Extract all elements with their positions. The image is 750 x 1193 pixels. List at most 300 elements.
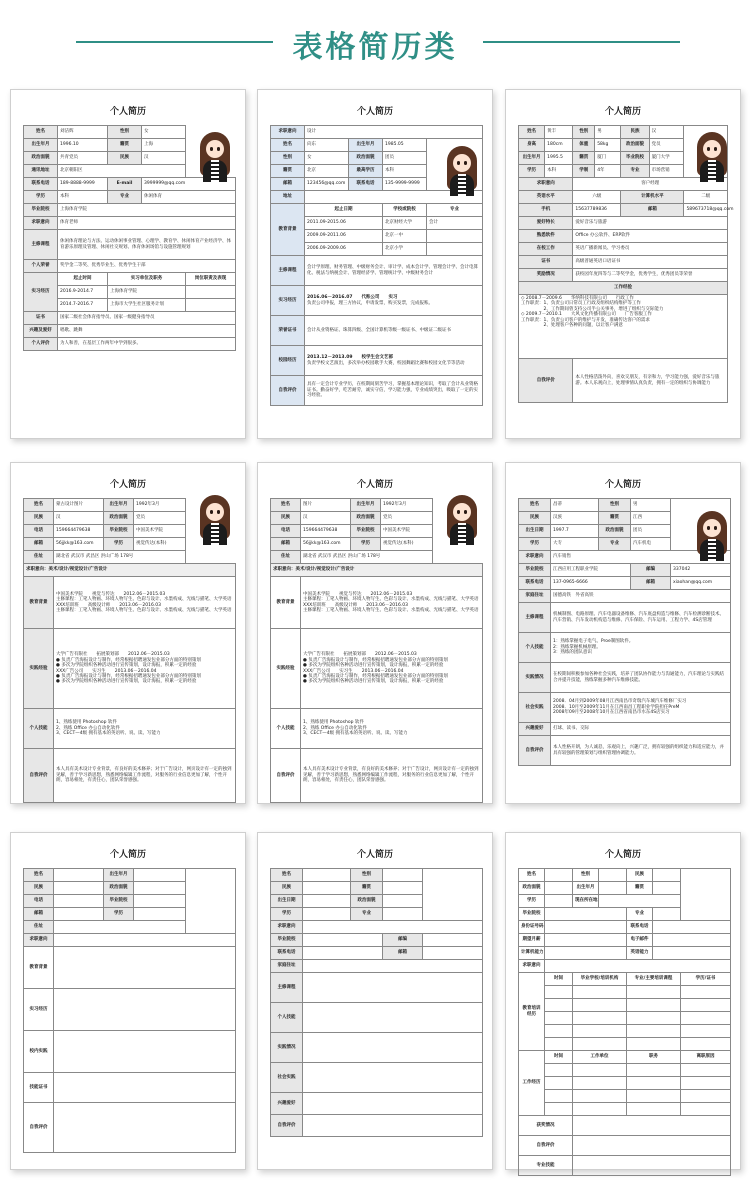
table-cell: 个人技能 [519, 633, 551, 663]
table-cell: 邮编 [383, 934, 423, 947]
table-cell: 邮箱 [383, 947, 423, 960]
table-cell: 求职意向 [519, 960, 545, 973]
table-cell: 姓名 [519, 869, 545, 882]
resume-card-9[interactable] [505, 832, 741, 1170]
table-cell: Office 办公软件、ERP软件 [573, 230, 728, 243]
table-cell: 身高 [519, 139, 545, 152]
table-cell: 教育背景 [24, 577, 54, 629]
table-cell: 在校工作 [519, 243, 573, 256]
table-cell-empty [303, 1003, 483, 1033]
table-cell: 性别 [573, 126, 595, 139]
table-cell: 汉族 [551, 512, 599, 525]
table-cell: 159664479638 [54, 525, 104, 538]
table-cell: 1：熟练掌握电子电气、Proe制图软件。 2：熟练掌握机械原理。 3：熟练的团队意识 [551, 633, 731, 663]
table-cell: 住址 [271, 551, 301, 564]
table-cell: 1985.05 [383, 139, 427, 152]
table-cell: 学历 [519, 165, 545, 178]
table-cell: 姓名 [271, 869, 303, 882]
table-cell-empty [573, 1136, 731, 1156]
table-cell: 兴趣及爱好 [24, 325, 58, 338]
table-cell: 出生日期 [519, 525, 551, 538]
table-cell: 毕业学校/培训机构 [573, 973, 627, 986]
table-cell: 政治面貌 [349, 152, 383, 165]
table-cell: 专业 [427, 204, 483, 217]
table-cell: 党员 [381, 512, 433, 525]
table-cell: 休闲体育 [142, 191, 236, 204]
table-cell-empty [303, 869, 351, 882]
table-cell: 熟悉软件 [519, 230, 573, 243]
table-cell: 政治面貌 [351, 895, 383, 908]
table-cell-empty [545, 895, 573, 908]
banner-line-right [483, 41, 680, 43]
table-cell: 最高学历 [349, 165, 383, 178]
table-cell: 个人荣誉 [24, 260, 58, 273]
table-cell: 2016.9-2014.7 [58, 286, 108, 299]
avatar [694, 507, 730, 561]
table-cell-empty [545, 999, 573, 1012]
table-cell: 出生年月 [104, 869, 134, 882]
table-cell: 机械制图、电路原理、汽车电器设备维修、汽车底盘构造与维修、汽车检测诊断技术、汽车营销、汽车发动机构造与维修、汽车保险、汽车运用、工程力学、4S店管理 [551, 603, 731, 633]
table-cell: 求职意向 [271, 126, 305, 139]
table-cell: 专业 [599, 538, 631, 551]
table-cell: 计算机水平 [621, 191, 684, 204]
table-cell-empty [627, 1077, 681, 1090]
banner-title: 表格简历类 [292, 30, 458, 65]
table-cell-empty [545, 934, 627, 947]
table-cell: 二级 [684, 191, 728, 204]
table-cell: 个人技能 [24, 709, 54, 749]
table-cell-empty [303, 947, 383, 960]
table-cell: 性别 [271, 152, 305, 165]
table-cell-empty [573, 1090, 627, 1103]
table-cell: 江西 [631, 512, 671, 525]
table-cell-empty [54, 947, 236, 989]
table-cell: 住址 [24, 921, 54, 934]
table-cell: 姓名 [519, 499, 551, 512]
table-cell: 实习经历 [24, 273, 58, 312]
table-cell: 上海市大学生社区服务计划 [108, 299, 186, 312]
table-cell: 高级普通英语口语证书 [573, 256, 728, 269]
table-cell: 中国美术学院 [381, 525, 433, 538]
table-cell: 教育培训经历 [519, 973, 545, 1051]
table-cell: 兴趣爱好 [271, 1093, 303, 1115]
table-cell-empty [627, 1025, 681, 1038]
table-cell-empty [303, 973, 483, 1003]
table-cell: 56jjkk@163.com [54, 538, 104, 551]
table-cell: 民族 [519, 512, 551, 525]
table-cell-empty [303, 908, 351, 921]
table-cell: 本科 [58, 191, 108, 204]
table-cell: 英语能力 [627, 947, 653, 960]
table-cell: 湖北省 武汉市 武昌区 洪山广场 178号 [54, 551, 186, 564]
table-cell: 党员 [134, 512, 186, 525]
table-cell: 邮箱 [631, 577, 671, 590]
table-cell: 联系电话 [24, 178, 58, 191]
table-cell: 在校期间积极参加各种社会实践，培养了团队协作能力与沟通能力，汽车理论与实践结合并提升技能，熟练掌握多种汽车维修技能。 [551, 663, 731, 693]
avatar [197, 491, 233, 545]
table-cell: 性别 [108, 126, 142, 139]
table-cell: 本人具有美术设计专业背景，有良好的美术修养；对于广告设计，网页设计有一定的独到见解，善于学习新思想，熟悉网络编辑工作流程，对服务的行业信息更加了解，个性开朗，容易相处，有责任心，团队荣誉感强。 [54, 749, 236, 803]
table-cell-empty [599, 869, 627, 882]
resume-card-3[interactable] [505, 89, 741, 439]
table-cell-empty [54, 882, 104, 895]
table-cell: 实践经验 [24, 629, 54, 709]
resume-card-1[interactable] [10, 89, 246, 439]
resume-title: 个人简历 [356, 850, 393, 860]
table-cell: 出生年月 [573, 882, 599, 895]
table-cell: 爱好特长 [519, 217, 573, 230]
table-cell: 个人评价 [24, 338, 58, 351]
resume-card-8[interactable] [257, 832, 493, 1170]
table-cell: 会计从业资格证、珠算四级、全国计算机等级一级证书、中级证二级证书 [305, 316, 483, 346]
table-cell: 实践情况 [271, 1033, 303, 1063]
table-cell: 性别 [573, 869, 599, 882]
table-cell: 出生日期 [271, 895, 303, 908]
table-cell: 英语广播新闻员、学习委员 [573, 243, 728, 256]
table-cell: 求职意向 [24, 934, 54, 947]
resume-title: 个人简历 [356, 107, 393, 117]
table-cell: 大专 [551, 538, 599, 551]
table-cell: 男 [595, 126, 621, 139]
table-cell: 工作经历 [519, 1051, 545, 1116]
table-cell-empty [627, 1103, 681, 1116]
table-cell: 籍贯 [271, 165, 305, 178]
table-cell-empty [134, 895, 186, 908]
table-cell: 联系电话 [349, 178, 383, 191]
table-cell: 联系电话 [519, 577, 551, 590]
table-cell: 教育背景 [24, 947, 54, 989]
resume-card-5[interactable] [257, 462, 493, 804]
table-cell: 本人性格活泼外向，喜欢交朋友，有亲和力，学习能力强，爱好音乐与旅游。本人乐观向上，处理事情认真负责，拥有一定的组织与协调能力 [573, 359, 728, 403]
table-cell: 汉 [649, 126, 684, 139]
table-cell: 实习经历 [271, 286, 305, 316]
table-cell: 期望月薪 [519, 934, 545, 947]
table-cell: 荣誉证书 [271, 316, 305, 346]
table-cell-empty [573, 1116, 731, 1136]
table-cell-empty [303, 1063, 483, 1093]
resume-title: 个人简历 [604, 107, 641, 117]
table-cell: 视觉传达(本科) [381, 538, 433, 551]
table-cell-empty [545, 921, 627, 934]
table-cell-empty [423, 869, 483, 921]
table-cell: 北京一中 [383, 230, 427, 243]
table-cell: 具有一定会计专业学历，在校期间刻苦学习，掌握基本理论知识，考取了会计从业资格证书。勤奋好学，吃苦耐劳，诚实守信，学习能力强，专业成绩突出，吸取了一定的实习经验。 [305, 376, 483, 406]
table-cell-empty [545, 1012, 573, 1025]
table-cell: 民族 [271, 882, 303, 895]
table-cell: 设计 [305, 126, 483, 139]
table-cell-empty [573, 999, 627, 1012]
table-cell: 159664479638 [301, 525, 351, 538]
table-cell: 黄丰 [545, 126, 573, 139]
table-cell-empty [599, 882, 627, 895]
table-cell: 求职意向 [519, 178, 573, 191]
resume-title: 个人简历 [356, 480, 393, 490]
table-cell: 厦门大学 [649, 152, 684, 165]
table-cell: 毕业院校 [519, 564, 551, 577]
table-cell: 自我评价 [271, 749, 301, 803]
table-cell: 邮箱 [24, 538, 54, 551]
table-cell: 姓名 [24, 869, 54, 882]
table-cell-empty [303, 1115, 483, 1137]
table-cell: 实习经历 [24, 989, 54, 1031]
table-cell-empty [54, 1073, 236, 1103]
table-cell: 休闲体育理论与方法、运动休闲事业管理、心理学、教育学、休闲体育产业经济学、体育游乐原理及管理、休闲社交规划、体育休闲场馆与设施管理规划 [58, 230, 236, 260]
table-cell: 起止时间 [58, 273, 108, 286]
table-cell: 昌蒂 [551, 499, 599, 512]
table-cell-empty [573, 1025, 627, 1038]
table-cell: 时间 [545, 973, 573, 986]
table-cell: 自我评价 [24, 1103, 54, 1153]
resume-title: 个人简历 [604, 850, 641, 860]
table-cell: 出生年月 [104, 499, 134, 512]
table-cell: 工作经验 [519, 282, 728, 295]
table-cell-empty [627, 1012, 681, 1025]
table-cell: 地址 [271, 191, 305, 204]
table-cell: ◇ 2008.7－2009.6 华纳科技有限公司 行政工作 工作职责：1、负责公司日常员工行政及组织结构维护等工作 2、工作期间曾支持公司半公关事务，增进了组织与交际能力 ◇ 2009.7－2010.1 大风文化传播有限公司 广告客服工作 工作职责：1、负责公司客户的维护与开发，准确传达客户的需求 2、处理客户各种的问题，以让客户满意 [519, 295, 728, 359]
table-cell: 现在所在地 [573, 895, 599, 908]
table-cell: 会计 [427, 217, 483, 230]
table-cell: 国家二级社会体育指导员、国家一级健身指导员 [58, 312, 236, 325]
table-cell-empty [545, 1077, 573, 1090]
table-cell: 专业 [627, 908, 653, 921]
table-cell-empty [573, 1038, 627, 1051]
table-cell-empty [599, 895, 681, 908]
table-cell-empty [653, 921, 731, 934]
table-cell: 姓名 [24, 126, 58, 139]
table-cell: 2008．04月到2009年08月江西南昌市奇瑞汽车城汽车维修厂实习 2008．10月至2009年11月在江西南昌工程职业学院担任PreM 2008年09月至2008年10月在江西省南昌市水东4S店实习 [551, 693, 731, 723]
table-cell: 实习单位及职务 [108, 273, 186, 286]
table-cell-empty [54, 1031, 236, 1073]
table-cell: 实践经验 [271, 629, 301, 709]
table-cell-empty [186, 299, 236, 312]
table-cell: xiaohan@qq.com [671, 577, 731, 590]
table-cell: 通讯地址 [24, 165, 58, 178]
table-cell-empty [681, 1025, 731, 1038]
table-cell: 毕业院校 [271, 934, 303, 947]
resume-card-4[interactable] [10, 462, 246, 804]
table-cell: 兴趣爱好 [519, 723, 551, 736]
table-cell: 蒙古设计图片 [54, 499, 104, 512]
table-cell: 毕业院校 [104, 525, 134, 538]
table-cell: 学历 [104, 908, 134, 921]
table-cell: 专业技能 [519, 1156, 573, 1176]
table-cell-empty [681, 1064, 731, 1077]
table-cell [427, 243, 483, 256]
table-cell-empty [134, 882, 186, 895]
resume-title: 个人简历 [109, 480, 146, 490]
table-cell: 实践情况 [519, 663, 551, 693]
table-cell: 学历 [519, 895, 545, 908]
table-cell-empty [653, 869, 681, 882]
table-cell: 中国美术学院 视觉与传达 2012.06－2015.03 主修课程：工笔人物画、环境人物写生、色彩与设计、水墨构成、光线与描笔、大学英语 XXX培训班 高级设计师 2013.06－2016.03 主修课程：工笔人物画、环境人物写生、色彩与设计、水墨构成、光线与描笔、大学英语 [54, 577, 236, 629]
table-cell: 汉 [142, 152, 186, 165]
table-cell: 时间 [545, 1051, 573, 1064]
resume-card-7[interactable] [10, 832, 246, 1170]
table-cell: 教育背景 [271, 577, 301, 629]
table-cell: 视觉传达(本科) [134, 538, 186, 551]
table-cell-empty [383, 882, 423, 895]
table-cell: 589673718@qq.com [684, 204, 728, 217]
table-cell-empty [681, 1077, 731, 1090]
table-cell-empty [681, 999, 731, 1012]
resume-card-6[interactable] [505, 462, 741, 804]
table-cell: 会计学原理、财务管理、中级财务会计、审计学、成本会计学、管理会计学、会计电算化、税法与纳税会计、管理经济学、管理统计学、中级财务会计 [305, 256, 483, 286]
table-cell: 唱歌、跳舞 [58, 325, 236, 338]
table-cell: 自我评价 [519, 736, 551, 766]
table-cell: 国德高铁 外省高铁 [551, 590, 731, 603]
table-cell: 姓名 [271, 499, 301, 512]
table-cell: 学历 [271, 908, 303, 921]
table-cell: 女 [305, 152, 349, 165]
table-cell-empty [681, 1012, 731, 1025]
table-cell-empty [627, 1064, 681, 1077]
table-cell: 1995.5 [545, 152, 573, 165]
table-cell-empty [303, 960, 483, 973]
table-cell: 获校园年度四等与二等奖学金，优秀学生，优秀团员等荣誉 [573, 269, 728, 282]
table-cell: 毕业院校 [621, 152, 649, 165]
table-cell: 个人技能 [271, 1003, 303, 1033]
table-cell: 1996.10 [58, 139, 108, 152]
table-cell: 专业 [351, 908, 383, 921]
table-cell: 汽车机电 [631, 538, 671, 551]
table-cell: 为人和善，在基层工作两年中学到很多。 [58, 338, 236, 351]
table-cell: 政治面貌 [599, 525, 631, 538]
table-cell: 汉 [54, 512, 104, 525]
table-cell: 出生年月 [351, 499, 381, 512]
table-cell: 求职意向：美术/设计/视觉设计/广告设计 [24, 564, 236, 577]
table-cell-empty [54, 1103, 236, 1153]
table-cell: 求职意向 [271, 921, 303, 934]
table-cell-empty [627, 1038, 681, 1051]
table-cell: 本科 [545, 165, 573, 178]
table-cell: 上海体育学院 [58, 204, 236, 217]
table-cell: 毕业院校 [24, 204, 58, 217]
table-cell: 137-0965-6666 [551, 577, 631, 590]
table-cell: 党员 [649, 139, 684, 152]
table-cell: 打球、读书、交际 [551, 723, 731, 736]
table-cell-empty [545, 882, 573, 895]
table-cell-empty [303, 895, 351, 908]
avatar [197, 128, 233, 182]
table-cell: 自我评价 [519, 1136, 573, 1156]
table-cell: 邮编 [631, 564, 671, 577]
table-cell: 自我评价 [24, 749, 54, 803]
table-cell-empty [54, 908, 104, 921]
table-cell: 4年 [595, 165, 621, 178]
table-cell: 毕业院校 [519, 908, 545, 921]
table-cell: 六级 [573, 191, 621, 204]
table-cell: 校园经历 [271, 346, 305, 376]
table-cell: 性别 [599, 499, 631, 512]
table-cell: 北京朝阳区 [58, 165, 186, 178]
table-cell: 中国美术学院 视觉与传达 2012.06－2015.03 主修课程：工笔人物画、环境人物写生、色彩与设计、水墨构成、光线与描笔、大学英语 XXX培训班 高级设计师 2013.06－2016.03 主修课程：工笔人物画、环境人物写生、色彩与设计、水墨构成、光线与描笔、大学英语 [301, 577, 483, 629]
table-cell: 英语水平 [519, 191, 573, 204]
table-cell: 求职意向：美术/设计/视觉设计/广告设计 [271, 564, 483, 577]
table-cell: 个人技能 [271, 709, 301, 749]
table-cell-empty [545, 869, 573, 882]
table-cell-empty [303, 934, 383, 947]
table-cell: 民族 [24, 512, 54, 525]
table-cell: 姓名 [519, 126, 545, 139]
table-cell: 北京小学 [383, 243, 427, 256]
resume-card-2[interactable] [257, 89, 493, 439]
table-cell: 籍贯 [351, 882, 383, 895]
table-cell: 民族 [271, 512, 301, 525]
table-cell-empty [54, 989, 236, 1031]
table-cell-empty [54, 921, 186, 934]
resume-title: 个人简历 [604, 480, 641, 490]
table-cell: 上海体育学院 [108, 286, 186, 299]
avatar [444, 491, 480, 545]
table-cell: 337042 [671, 564, 731, 577]
table-cell: 大学广告有限社 拓展策划部 2012.06－2015.03 ● 负责广告海报设计与制作，经常根据招聘通发包业部分方面的特别策划 ● 多次为学院组织各种活动进行宣传策划，设计海报，积累一定的经验 XXX广告公司 实习生 2013.06－2016.04 ● 负责广告海报设计与制作，经常根据招聘通发包业部分方面的特别策划 ● 多次为学院组织各种活动进行宣传策划，设计海报，积累一定的经验 [301, 629, 483, 709]
table-cell-empty [545, 947, 627, 960]
table-cell: 证书 [24, 312, 58, 325]
table-cell: 社会实践 [271, 1063, 303, 1093]
table-cell: 学历/证书 [681, 973, 731, 986]
table-cell: 刘洁辉 [58, 126, 108, 139]
table-cell: 学制 [573, 165, 595, 178]
table-cell-empty [383, 908, 423, 921]
table-cell: 专业/主要培训课程 [627, 973, 681, 986]
table-cell: 政治面貌 [519, 882, 545, 895]
table-cell-empty [545, 986, 573, 999]
table-cell-empty [573, 1156, 731, 1176]
table-cell: 求职意向 [519, 551, 551, 564]
table-cell: 民族 [24, 882, 54, 895]
table-cell-empty [545, 1064, 573, 1077]
table-cell-empty [423, 934, 483, 947]
table-cell-empty [54, 869, 104, 882]
table-cell-empty [627, 986, 681, 999]
table-cell-empty [545, 908, 627, 921]
table-cell: 自我评价 [271, 1115, 303, 1137]
table-cell: 1997.7 [551, 525, 599, 538]
table-cell-empty [573, 1064, 627, 1077]
table-cell: 家庭住址 [519, 590, 551, 603]
table-cell: 邮箱 [24, 908, 54, 921]
table-cell: 出生年月 [519, 152, 545, 165]
table-cell: 政治面貌 [104, 512, 134, 525]
table-cell-empty [653, 934, 731, 947]
table-cell: 本人具有美术设计专业背景，有良好的美术修养；对于广告设计，网页设计有一定的独到见解，善于学习新思想，熟悉网络编辑工作流程，对服务的行业信息更加了解，个性开朗，容易相处，有责任心，团队荣誉感强。 [301, 749, 483, 803]
table-cell: 汉 [301, 512, 351, 525]
table-cell: 体育老师 [58, 217, 236, 230]
table-cell: 奖学金二等奖、优秀毕业生、优秀学生干部 [58, 260, 236, 273]
table-cell: 市场营销 [649, 165, 684, 178]
table-cell: 奖励情况 [519, 269, 573, 282]
table-cell: 本人性格开朗，为人诚恳，乐观向上，兴趣广泛，拥有较强的组织能力和适应能力，并具有较强的管理策划与组织管理协调能力。 [551, 736, 731, 766]
table-cell: 123456@qq.com [305, 178, 349, 191]
resume-title: 个人简历 [109, 850, 146, 860]
table-cell: 团员 [383, 152, 427, 165]
table-cell: 邮箱 [271, 178, 305, 191]
table-cell: 自我评价 [519, 359, 573, 403]
table-cell-empty [681, 1038, 731, 1051]
table-cell: 政治面貌 [351, 512, 381, 525]
table-cell-empty [383, 869, 423, 882]
table-cell: 图片 [301, 499, 351, 512]
table-cell: 负责学校文艺演出，多次举办校园歌手大赛，校园舞蹈比赛和校园文化节等活动 [307, 360, 465, 366]
table-cell: 出生年月 [24, 139, 58, 152]
table-cell: 团员 [631, 525, 671, 538]
table-cell: 学校或院校 [383, 204, 427, 217]
table-cell-empty [573, 1012, 627, 1025]
table-cell: 1、熟练使用 Photoshop 软件 2、熟练 Office 办公自动化软件 3、CECT—4级 拥有基本的英语听、说、读、写能力 [54, 709, 236, 749]
table-cell: 籍贯 [599, 512, 631, 525]
table-cell: 毕业院校 [104, 895, 134, 908]
table-cell: 政治面貌 [621, 139, 649, 152]
